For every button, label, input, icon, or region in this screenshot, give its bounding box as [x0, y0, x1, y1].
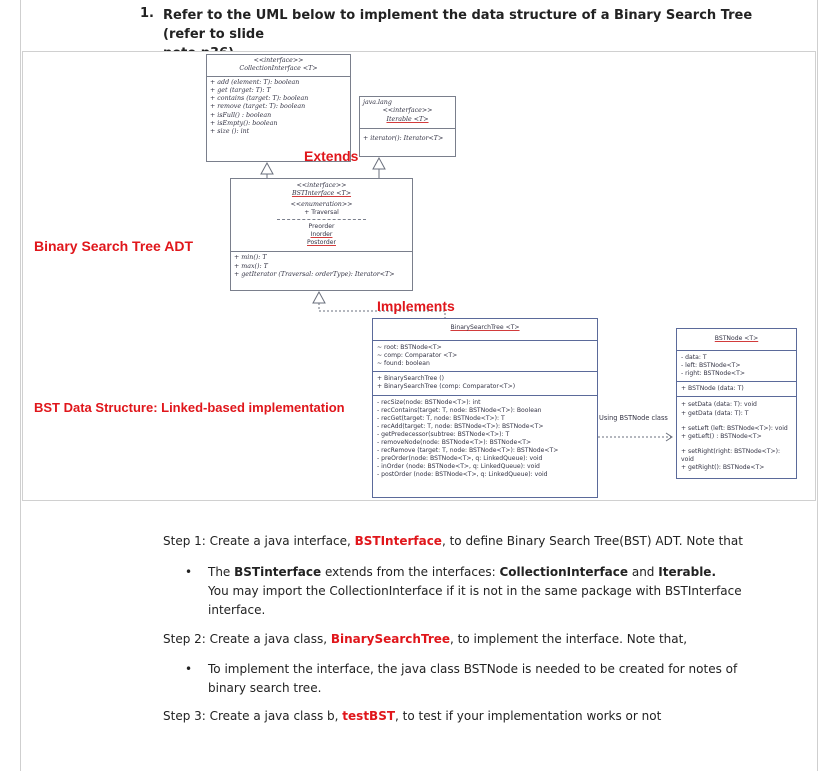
collection-interface-box — [206, 54, 351, 162]
step-3-text-end: , to test if your implementation works or not — [395, 709, 662, 723]
bullet-1-text: The — [208, 565, 235, 579]
bst-method: - preOrder(node: BSTNode<T>, q: LinkedQueue): void — [377, 455, 543, 463]
bullet-1-line-2: You may import the CollectionInterface if it is not in the same package with BSTInterface — [208, 584, 742, 598]
bst-constructor: + BinarySearchTree () — [377, 375, 444, 383]
step-1-text: Step 1: Create a java interface, — [163, 534, 355, 548]
bullet-1-line-3: interface. — [208, 603, 266, 617]
enum-value: Postorder — [307, 239, 336, 247]
collection-method: + isEmpty(): boolean — [210, 120, 278, 128]
collection-method: + isFull() : boolean — [210, 111, 272, 119]
question-number: 1. — [140, 6, 154, 21]
question-line-1: Refer to the UML below to implement the data structure of a Binary Search Tree (refer to slide — [163, 8, 753, 42]
bst-field: ~ root: BSTNode<T> — [377, 344, 442, 352]
bstnode-constructor: + BSTNode (data: T) — [681, 385, 744, 393]
bst-method: - recGet(target: T, node: BSTNode<T>): T — [377, 414, 505, 422]
step-3-name: testBST — [342, 709, 396, 723]
bstnode-method: + setLeft (left: BSTNode<T>): void — [681, 424, 788, 432]
bstnode-fields — [677, 350, 796, 381]
bst-method: - recContains(target: T, node: BSTNode<T>): Boolean — [377, 406, 542, 414]
bullet-1-bold: BSTinterface — [234, 565, 322, 579]
bullet-1-bold: Iterable. — [658, 565, 717, 579]
extends-arrow-iterable — [373, 158, 385, 169]
collection-method: + size (): int — [210, 128, 250, 136]
step-1 — [163, 532, 743, 551]
step-3 — [163, 707, 661, 726]
binary-search-tree-box — [372, 318, 598, 498]
step-2-text: Step 2: Create a java class, — [163, 632, 331, 646]
step-2-text-end: , to implement the interface. Note that, — [450, 632, 688, 646]
adt-label: Binary Search Tree ADT — [34, 238, 193, 254]
bstinterface-method: + getIterator (Traversal: orderType): Iterator<T> — [234, 270, 395, 278]
bstnode-method: + setRight(right: BSTNode<T>): void — [681, 447, 781, 463]
collection-methods — [207, 76, 350, 139]
bst-class-name: BinarySearchTree <T> — [450, 324, 520, 331]
bstnode-method: + getData (data: T): T — [681, 409, 749, 417]
implements-label: Implements — [377, 298, 455, 314]
bst-method: - recRemove (target: T, node: BSTNode<T>): BSTNode<T> — [377, 447, 559, 455]
bullet-1 — [208, 563, 768, 620]
iterable-methods — [360, 128, 455, 149]
bullet-2-line-2: binary search tree. — [208, 681, 322, 695]
bst-methods — [373, 395, 597, 483]
bstinterface-stereotype: <<interface>> — [296, 182, 347, 189]
bullet-2-line-1: To implement the interface, the java class BSTNode is needed to be created for notes of — [208, 662, 738, 676]
bullet-1-text: and — [628, 565, 659, 579]
bullet-1-bold: CollectionInterface — [499, 565, 629, 579]
bstnode-box — [676, 328, 797, 479]
using-label: Using BSTNode class — [599, 414, 668, 422]
bst-constructor: + BinarySearchTree (comp: Comparator<T>) — [377, 383, 516, 391]
bstnode-name: BSTNode <T> — [714, 335, 759, 342]
extends-arrow-collection — [261, 163, 273, 174]
collection-method: + remove (target: T): boolean — [210, 103, 306, 111]
bullet-1-line-1 — [208, 563, 768, 582]
bst-method: - postOrder (node: BSTNode<T>, q: LinkedQueue): void — [377, 471, 548, 479]
impl-label: BST Data Structure: Linked-based implementation — [34, 400, 345, 415]
iterable-package: java.lang — [363, 99, 392, 106]
iterable-interface-box — [359, 96, 456, 157]
iterable-stereotype: <<interface>> — [382, 107, 433, 115]
enum-divider — [277, 219, 366, 220]
collection-name: CollectionInterface <T> — [239, 65, 318, 73]
enum-value: Inorder — [310, 231, 333, 239]
step-2-name: BinarySearchTree — [330, 632, 451, 646]
bst-method: - getPredecessor(subtree: BSTNode<T>): T — [377, 430, 510, 438]
collection-method: + get (target: T): T — [210, 86, 271, 94]
bst-method: - inOrder (node: BSTNode<T>, q: LinkedQueue): void — [377, 463, 540, 471]
bst-constructors — [373, 371, 597, 394]
bstnode-methods — [677, 396, 796, 476]
bst-method: - removeNode(node: BSTNode<T>): BSTNode<T> — [377, 439, 532, 447]
bstnode-method: + setData (data: T): void — [681, 401, 757, 409]
bullet-2 — [208, 660, 768, 698]
bst-field: ~ comp: Comparator <T> — [377, 352, 458, 360]
bst-method: - recSize(node: BSTNode<T>): int — [377, 398, 481, 406]
collection-stereotype: <<interface>> — [253, 57, 304, 64]
bstnode-method: + getLeft() : BSTNode<T> — [681, 432, 762, 440]
bstinterface-name: BSTInterface <T> — [291, 190, 352, 198]
bst-interface-box — [230, 178, 413, 291]
iterable-method: + iterator(): Iterator<T> — [363, 134, 444, 142]
bullet-2-glyph: • — [185, 662, 193, 676]
bst-method: - recAdd(target: T, node: BSTNode<T>): BSTNode<T> — [377, 422, 544, 430]
enum-value: Preorder — [308, 222, 335, 230]
enum-stereotype: <<enumeration>> — [290, 200, 353, 208]
implements-arrow — [313, 292, 325, 303]
bstinterface-method: + max(): T — [234, 262, 268, 270]
bstnode-constructors — [677, 381, 796, 396]
bstnode-field: - left: BSTNode<T> — [681, 362, 741, 370]
bstnode-field: - right: BSTNode<T> — [681, 370, 745, 378]
extends-label: Extends — [304, 148, 359, 164]
step-2 — [163, 630, 687, 649]
bst-field: ~ found: boolean — [377, 360, 430, 368]
bst-fields — [373, 340, 597, 371]
step-1-name: BSTInterface — [354, 534, 442, 548]
bstnode-field: - data: T — [681, 354, 707, 362]
bstnode-method: + getRight(): BSTNode<T> — [681, 464, 765, 472]
bstinterface-methods — [231, 251, 412, 281]
uml-diagram — [22, 51, 816, 501]
iterable-name: Iterable <T> — [386, 115, 429, 123]
collection-method: + contains (target: T): boolean — [210, 95, 309, 103]
collection-method: + add (element: T): boolean — [210, 78, 300, 86]
bullet-1-glyph: • — [185, 565, 193, 579]
enum-name: + Traversal — [304, 208, 339, 216]
bstinterface-method: + min(): T — [234, 254, 267, 262]
step-3-text: Step 3: Create a java class b, — [163, 709, 343, 723]
step-1-text-end: , to define Binary Search Tree(BST) ADT. Note that — [441, 534, 743, 548]
bullet-1-text: extends from the interfaces: — [321, 565, 500, 579]
